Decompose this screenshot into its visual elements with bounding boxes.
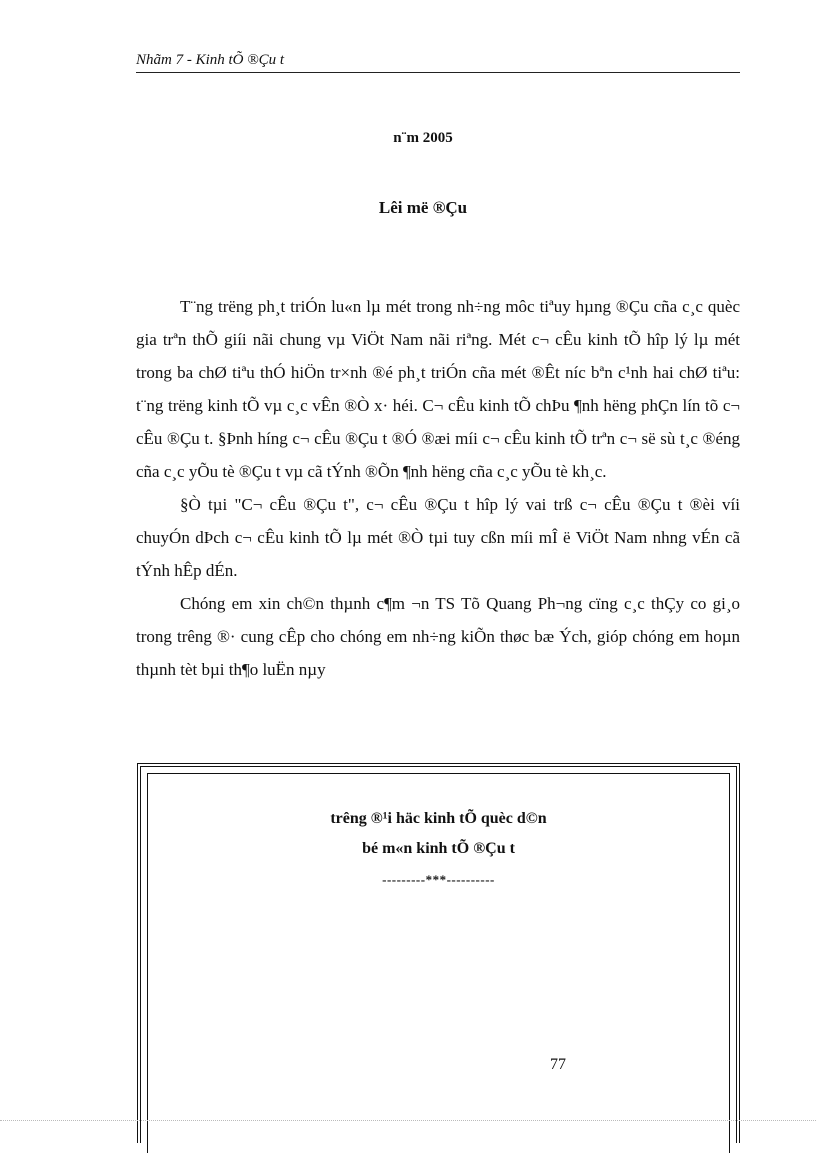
paragraph-1: T¨ng trëng ph¸t triÓn lu«n lµ mét trong nh÷ng môc tiªuy hµng ®Çu cña c¸c quèc gia trªn thÕ giíi nãi chung vµ ViÖt Nam nãi riªng. Mét c¬ cÊu kinh tÕ hîp lý lµ mét trong ba chØ tiªu thÓ hiÖn tr×nh ®é ph¸t triÓn cña mét ®Êt níc bªn c¹nh hai chØ tiªu: t¨ng trëng kinh tÕ vµ c¸c vÊn ®Ò x· héi. C¬ cÊu kinh tÕ chÞu ¶nh hëng phÇn lín tõ c¬ cÊu ®Çu t. §Þnh híng c¬ cÊu ®Çu t ®Ó ®æi míi c¬ cÊu kinh tÕ trªn c¬ së sù t¸c ®éng cña c¸c yÕu tè ®Çu t vµ cã tÝnh ®Õn ¶nh hëng cña c¸c yÕu tè kh¸c.: [136, 297, 740, 481]
cover-frame-inner: [147, 773, 730, 1153]
cover-frame: [137, 763, 740, 1143]
university-name: trêng ®¹i häc kinh tÕ quèc d©n: [330, 810, 547, 827]
page-bottom-dotted-rule: [0, 1120, 816, 1121]
header-text: Nhãm 7 - Kinh tÕ ®Çu t: [136, 52, 285, 68]
paragraph-3: Chóng em xin ch©n thµnh c¶m ¬n TS Tõ Quang Ph¬ng cïng c¸c thÇy co gi¸o trong trêng ®· cung cÊp cho chóng em nh÷ng kiÕn thøc bæ Ých, gióp chóng em hoµn thµnh tèt bµi th¶o luËn nµy: [136, 594, 740, 679]
paragraph-2: §Ò tµi "C¬ cÊu ®Çu t", c¬ cÊu ®Çu t hîp lý vai trß c¬ cÊu ®Çu t ®èi víi chuyÓn dÞch c¬ cÊu kinh tÕ lµ mét ®Ò tµi tuy cßn míi mÎ ë ViÖt Nam nhng vÉn cã tÝnh hÊp dÉn.: [136, 495, 740, 580]
year-line: n¨m 2005: [393, 130, 453, 146]
body-text: [136, 290, 740, 686]
department-name: bé m«n kinh tÕ ®Çu t: [362, 840, 515, 857]
running-header: [136, 50, 740, 73]
ornament-divider: ---------***----------: [382, 872, 495, 887]
section-title: Lêi më ®Çu: [378, 198, 468, 217]
page-number: 77: [550, 1056, 566, 1073]
